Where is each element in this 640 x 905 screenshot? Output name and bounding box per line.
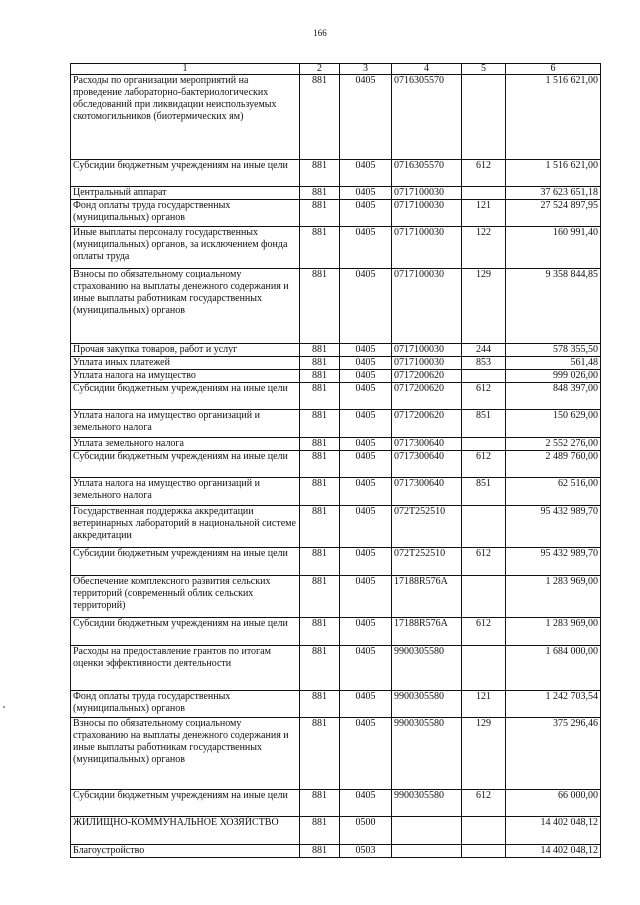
expense-type-cell: 612 xyxy=(462,451,506,478)
amount-cell: 375 296,46 xyxy=(506,718,601,790)
amount-cell: 150 629,00 xyxy=(506,410,601,438)
section-code-cell: 0405 xyxy=(340,618,392,646)
table-body xyxy=(71,75,601,858)
table-row xyxy=(71,200,601,227)
expense-name-cell: Уплата земельного налога xyxy=(71,438,300,451)
section-code-cell: 0405 xyxy=(340,269,392,344)
section-code-cell: 0405 xyxy=(340,383,392,410)
expense-type-cell xyxy=(462,646,506,691)
grbs-code-cell: 881 xyxy=(300,576,340,618)
column-number: 2 xyxy=(300,64,340,75)
table-row xyxy=(71,576,601,618)
grbs-code-cell: 881 xyxy=(300,370,340,383)
table-row xyxy=(71,187,601,200)
table-row xyxy=(71,548,601,576)
grbs-code-cell: 881 xyxy=(300,187,340,200)
expense-name-cell: Фонд оплаты труда государственных (муниципальных) органов xyxy=(71,200,300,227)
expense-type-cell: 129 xyxy=(462,269,506,344)
grbs-code-cell: 881 xyxy=(300,75,340,160)
table-row xyxy=(71,618,601,646)
section-code-cell: 0405 xyxy=(340,478,392,506)
expense-type-cell: 853 xyxy=(462,357,506,370)
amount-cell: 66 000,00 xyxy=(506,790,601,817)
amount-cell: 95 432 989,70 xyxy=(506,548,601,576)
grbs-code-cell: 881 xyxy=(300,269,340,344)
table-row xyxy=(71,506,601,548)
target-article-cell: 0717200620 xyxy=(392,370,462,383)
grbs-code-cell: 881 xyxy=(300,548,340,576)
target-article-cell: 072Т252510 xyxy=(392,548,462,576)
table-row xyxy=(71,845,601,858)
expense-name-cell: Центральный аппарат xyxy=(71,187,300,200)
amount-cell: 578 355,50 xyxy=(506,344,601,357)
expense-type-cell: 129 xyxy=(462,718,506,790)
grbs-code-cell: 881 xyxy=(300,790,340,817)
expense-type-cell: 121 xyxy=(462,691,506,718)
grbs-code-cell: 881 xyxy=(300,646,340,691)
amount-cell: 9 358 844,85 xyxy=(506,269,601,344)
amount-cell: 37 623 651,18 xyxy=(506,187,601,200)
section-code-cell: 0405 xyxy=(340,576,392,618)
table-row xyxy=(71,344,601,357)
expense-name-cell: Расходы по организации мероприятий на проведение лабораторно-бактериологических обследований при ликвидации неиспользуемых скотомогильников (биотермических ям) xyxy=(71,75,300,160)
grbs-code-cell: 881 xyxy=(300,383,340,410)
table-row xyxy=(71,790,601,817)
grbs-code-cell: 881 xyxy=(300,506,340,548)
expense-name-cell: Субсидии бюджетным учреждениям на иные цели xyxy=(71,383,300,410)
column-number: 5 xyxy=(462,64,506,75)
expense-name-cell: Уплата налога на имущество организаций и земельного налога xyxy=(71,410,300,438)
target-article-cell: 0717300640 xyxy=(392,478,462,506)
expense-type-cell xyxy=(462,506,506,548)
section-code-cell: 0405 xyxy=(340,410,392,438)
expense-type-cell: 244 xyxy=(462,344,506,357)
target-article-cell: 9900305580 xyxy=(392,718,462,790)
column-number-row xyxy=(71,64,601,75)
target-article-cell: 0717100030 xyxy=(392,344,462,357)
page-number: 166 xyxy=(313,28,327,38)
amount-cell: 1 516 621,00 xyxy=(506,75,601,160)
target-article-cell: 0717300640 xyxy=(392,438,462,451)
amount-cell: 95 432 989,70 xyxy=(506,506,601,548)
expense-name-cell: Обеспечение комплексного развития сельских территорий (современный облик сельских территорий) xyxy=(71,576,300,618)
grbs-code-cell: 881 xyxy=(300,845,340,858)
section-code-cell: 0405 xyxy=(340,506,392,548)
amount-cell: 1 516 621,00 xyxy=(506,160,601,187)
expense-type-cell: 122 xyxy=(462,227,506,269)
target-article-cell: 9900305580 xyxy=(392,646,462,691)
expense-name-cell: Уплата налога на имущество xyxy=(71,370,300,383)
expense-type-cell xyxy=(462,817,506,845)
section-code-cell: 0405 xyxy=(340,438,392,451)
amount-cell: 1 283 969,00 xyxy=(506,576,601,618)
grbs-code-cell: 881 xyxy=(300,817,340,845)
target-article-cell: 0717100030 xyxy=(392,227,462,269)
table-row xyxy=(71,718,601,790)
section-code-cell: 0405 xyxy=(340,718,392,790)
target-article-cell: 0717100030 xyxy=(392,187,462,200)
expense-type-cell: 612 xyxy=(462,790,506,817)
grbs-code-cell: 881 xyxy=(300,451,340,478)
expense-name-cell: Субсидии бюджетным учреждениям на иные цели xyxy=(71,790,300,817)
expense-name-cell: Субсидии бюджетным учреждениям на иные цели xyxy=(71,548,300,576)
expense-name-cell: Взносы по обязательному социальному страхованию на выплаты денежного содержания и иные выплаты работникам государственных (муниципальных) органов xyxy=(71,269,300,344)
target-article-cell: 0717200620 xyxy=(392,383,462,410)
target-article-cell: 17188R576A xyxy=(392,576,462,618)
amount-cell: 62 516,00 xyxy=(506,478,601,506)
target-article-cell: 0717300640 xyxy=(392,451,462,478)
target-article-cell: 0717100030 xyxy=(392,200,462,227)
grbs-code-cell: 881 xyxy=(300,438,340,451)
table-row xyxy=(71,438,601,451)
section-code-cell: 0405 xyxy=(340,451,392,478)
grbs-code-cell: 881 xyxy=(300,227,340,269)
expense-type-cell: 612 xyxy=(462,548,506,576)
grbs-code-cell: 881 xyxy=(300,618,340,646)
section-code-cell: 0405 xyxy=(340,370,392,383)
column-number: 3 xyxy=(340,64,392,75)
amount-cell: 561,48 xyxy=(506,357,601,370)
section-code-cell: 0405 xyxy=(340,548,392,576)
amount-cell: 2 552 276,00 xyxy=(506,438,601,451)
target-article-cell: 072Т252510 xyxy=(392,506,462,548)
expense-type-cell xyxy=(462,370,506,383)
amount-cell: 14 402 048,12 xyxy=(506,845,601,858)
table-row xyxy=(71,691,601,718)
grbs-code-cell: 881 xyxy=(300,357,340,370)
expense-name-cell: Фонд оплаты труда государственных (муниципальных) органов xyxy=(71,691,300,718)
expense-type-cell: 851 xyxy=(462,478,506,506)
expense-type-cell: 612 xyxy=(462,383,506,410)
budget-table xyxy=(70,63,601,858)
expense-type-cell xyxy=(462,438,506,451)
target-article-cell xyxy=(392,817,462,845)
section-code-cell: 0405 xyxy=(340,227,392,269)
amount-cell: 160 991,40 xyxy=(506,227,601,269)
table-row xyxy=(71,451,601,478)
expense-name-cell: Субсидии бюджетным учреждениям на иные цели xyxy=(71,160,300,187)
table-row xyxy=(71,269,601,344)
column-number: 1 xyxy=(71,64,300,75)
grbs-code-cell: 881 xyxy=(300,478,340,506)
section-code-cell: 0405 xyxy=(340,691,392,718)
table-row xyxy=(71,646,601,691)
table-row xyxy=(71,383,601,410)
expense-type-cell: 612 xyxy=(462,618,506,646)
target-article-cell: 0717100030 xyxy=(392,269,462,344)
grbs-code-cell: 881 xyxy=(300,691,340,718)
amount-cell: 848 397,00 xyxy=(506,383,601,410)
amount-cell: 1 283 969,00 xyxy=(506,618,601,646)
expense-name-cell: Иные выплаты персоналу государственных (муниципальных) органов, за исключением фонда оплаты труда xyxy=(71,227,300,269)
grbs-code-cell: 881 xyxy=(300,200,340,227)
table-row xyxy=(71,160,601,187)
expense-type-cell xyxy=(462,187,506,200)
expense-name-cell: Расходы на предоставление грантов по итогам оценки эффективности деятельности xyxy=(71,646,300,691)
table-row xyxy=(71,357,601,370)
column-number: 4 xyxy=(392,64,462,75)
target-article-cell: 0716305570 xyxy=(392,160,462,187)
column-number: 6 xyxy=(506,64,601,75)
expense-type-cell xyxy=(462,75,506,160)
expense-name-cell: Субсидии бюджетным учреждениям на иные цели xyxy=(71,618,300,646)
target-article-cell: 0716305570 xyxy=(392,75,462,160)
target-article-cell: 9900305580 xyxy=(392,790,462,817)
table-row xyxy=(71,478,601,506)
scan-dot xyxy=(3,706,5,708)
table-row xyxy=(71,817,601,845)
amount-cell: 27 524 897,95 xyxy=(506,200,601,227)
grbs-code-cell: 881 xyxy=(300,718,340,790)
target-article-cell: 9900305580 xyxy=(392,691,462,718)
expense-name-cell: ЖИЛИЩНО-КОММУНАЛЬНОЕ ХОЗЯЙСТВО xyxy=(71,817,300,845)
section-code-cell: 0405 xyxy=(340,187,392,200)
target-article-cell xyxy=(392,845,462,858)
expense-name-cell: Уплата налога на имущество организаций и земельного налога xyxy=(71,478,300,506)
expense-name-cell: Взносы по обязательному социальному страхованию на выплаты денежного содержания и иные выплаты работникам государственных (муниципальных) органов xyxy=(71,718,300,790)
expense-type-cell: 612 xyxy=(462,160,506,187)
expense-type-cell: 851 xyxy=(462,410,506,438)
amount-cell: 2 489 760,00 xyxy=(506,451,601,478)
grbs-code-cell: 881 xyxy=(300,344,340,357)
target-article-cell: 17188R576A xyxy=(392,618,462,646)
grbs-code-cell: 881 xyxy=(300,410,340,438)
section-code-cell: 0405 xyxy=(340,160,392,187)
section-code-cell: 0405 xyxy=(340,344,392,357)
section-code-cell: 0405 xyxy=(340,357,392,370)
amount-cell: 999 026,00 xyxy=(506,370,601,383)
expense-name-cell: Субсидии бюджетным учреждениям на иные цели xyxy=(71,451,300,478)
amount-cell: 14 402 048,12 xyxy=(506,817,601,845)
section-code-cell: 0503 xyxy=(340,845,392,858)
section-code-cell: 0405 xyxy=(340,646,392,691)
expense-type-cell xyxy=(462,845,506,858)
target-article-cell: 0717200620 xyxy=(392,410,462,438)
expense-name-cell: Государственная поддержка аккредитации ветеринарных лабораторий в национальной системе аккредитации xyxy=(71,506,300,548)
table-row xyxy=(71,227,601,269)
grbs-code-cell: 881 xyxy=(300,160,340,187)
target-article-cell: 0717100030 xyxy=(392,357,462,370)
amount-cell: 1 684 000,00 xyxy=(506,646,601,691)
section-code-cell: 0405 xyxy=(340,790,392,817)
table-row xyxy=(71,410,601,438)
table-row xyxy=(71,75,601,160)
expense-name-cell: Благоустройство xyxy=(71,845,300,858)
expense-name-cell: Уплата иных платежей xyxy=(71,357,300,370)
expense-type-cell xyxy=(462,576,506,618)
section-code-cell: 0405 xyxy=(340,75,392,160)
table-row xyxy=(71,370,601,383)
expense-name-cell: Прочая закупка товаров, работ и услуг xyxy=(71,344,300,357)
amount-cell: 1 242 703,54 xyxy=(506,691,601,718)
expense-type-cell: 121 xyxy=(462,200,506,227)
section-code-cell: 0500 xyxy=(340,817,392,845)
section-code-cell: 0405 xyxy=(340,200,392,227)
